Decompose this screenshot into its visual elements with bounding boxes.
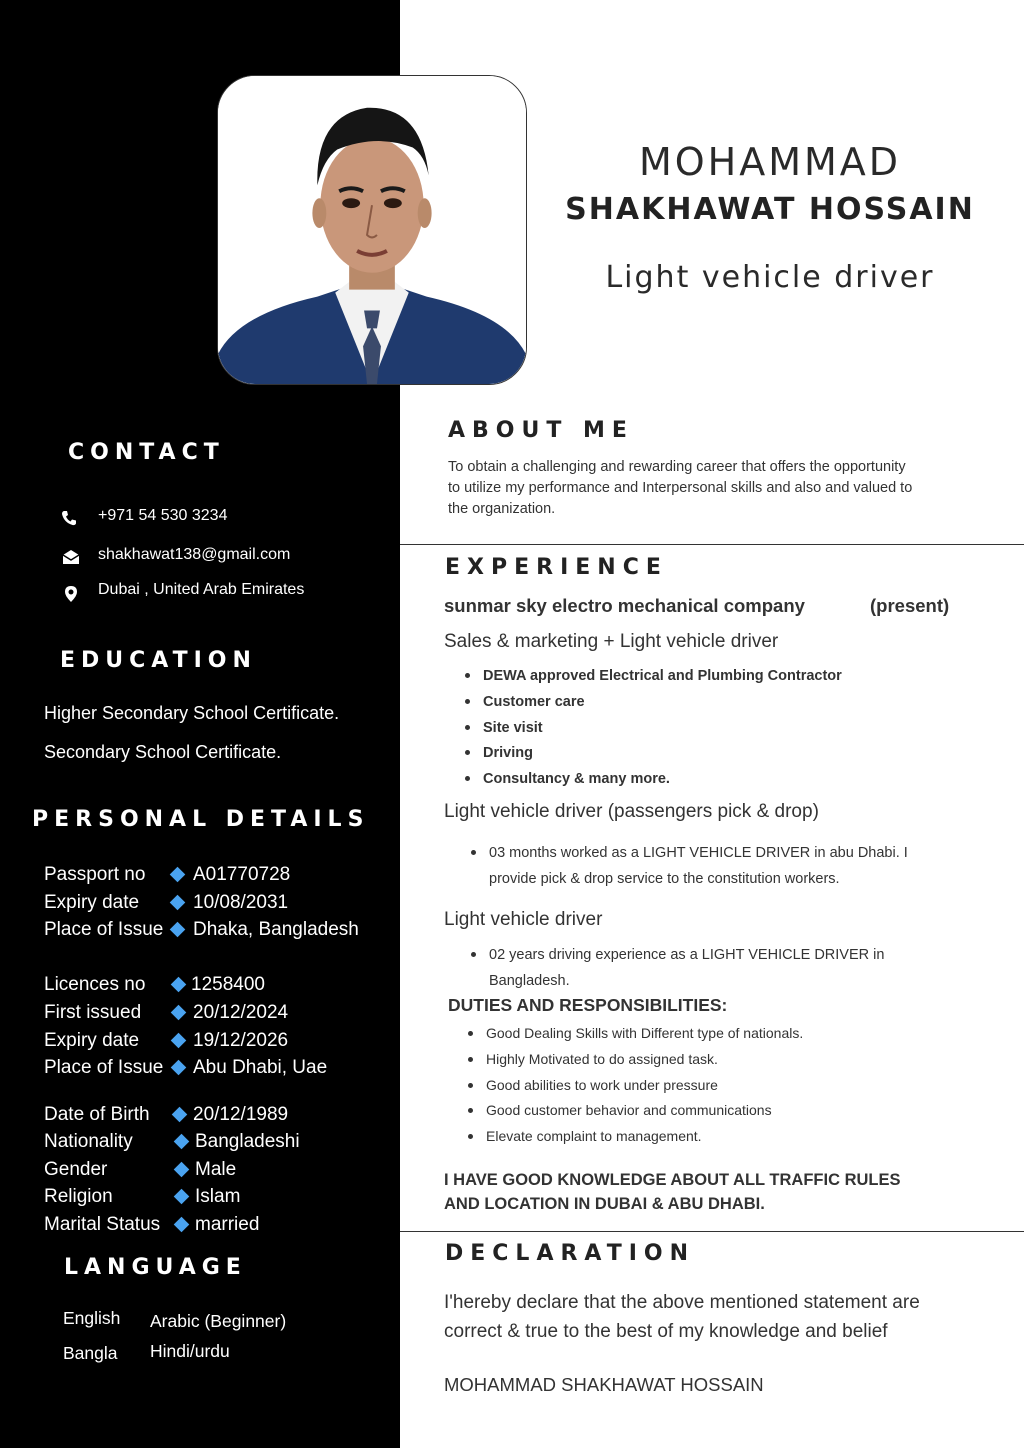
detail-value: married — [195, 1214, 260, 1235]
list-item: Highly Motivated to do assigned task. — [466, 1048, 803, 1074]
list-item: DEWA approved Electrical and Plumbing Contractor — [463, 665, 842, 691]
declaration-heading: DECLARATION — [445, 1241, 696, 1266]
detail-label: First issued — [44, 1002, 142, 1023]
knowledge-line: AND LOCATION IN DUBAI & ABU DHABI. — [444, 1195, 765, 1213]
section-divider — [400, 1231, 1024, 1232]
list-item: Elevate complaint to management. — [466, 1125, 803, 1151]
list-item: Good customer behavior and communications — [466, 1099, 803, 1125]
duties-list — [466, 1022, 803, 1151]
list-item: 02 years driving experience as a LIGHT VEHICLE DRIVER in Bangladesh. — [469, 942, 939, 994]
role-title: Light vehicle driver (passengers pick & drop) — [444, 801, 819, 822]
detail-label: Gender — [44, 1159, 108, 1180]
knowledge-statement — [444, 1168, 901, 1216]
language-item: Arabic (Beginner) — [150, 1311, 287, 1331]
role-task-list — [469, 840, 939, 892]
about-heading: ABOUT ME — [448, 418, 634, 443]
detail-label: Passport no — [44, 864, 146, 885]
list-item: Consultancy & many more. — [463, 768, 842, 794]
detail-value: 1258400 — [191, 974, 265, 995]
list-item: Good abilities to work under pressure — [466, 1074, 803, 1100]
about-line: to utilize my performance and Interpersonal skills and also and valued to — [448, 480, 913, 496]
language-item: Hindi/urdu — [150, 1341, 230, 1361]
about-text — [448, 457, 968, 520]
detail-label: Expiry date — [44, 1030, 140, 1051]
duties-heading: DUTIES AND RESPONSIBILITIES: — [448, 995, 728, 1015]
job-title: Light vehicle driver — [605, 260, 935, 295]
detail-label: Licences no — [44, 974, 146, 995]
detail-label: Nationality — [44, 1131, 133, 1152]
list-item: 03 months worked as a LIGHT VEHICLE DRIVER in abu Dhabi. I provide pick & drop service to the constitution workers. — [469, 840, 939, 892]
role-task-list — [463, 665, 842, 794]
list-item: Site visit — [463, 717, 842, 743]
list-item: Driving — [463, 742, 842, 768]
mail-icon — [62, 548, 80, 566]
location-pin-icon — [62, 585, 80, 603]
declaration-text — [444, 1288, 920, 1346]
education-item: Secondary School Certificate. — [44, 742, 282, 762]
detail-label: Religion — [44, 1186, 113, 1207]
education-heading: EDUCATION — [60, 648, 257, 673]
company-status: (present) — [870, 595, 950, 616]
declaration-line: correct & true to the best of my knowledge and belief — [444, 1321, 888, 1342]
detail-value: Bangladeshi — [195, 1131, 300, 1152]
detail-value: Abu Dhabi, Uae — [193, 1057, 328, 1078]
detail-label: Place of Issue — [44, 1057, 164, 1078]
detail-label: Date of Birth — [44, 1104, 150, 1125]
detail-value: Dhaka, Bangladesh — [193, 919, 359, 940]
first-name: MOHAMMAD — [638, 140, 902, 184]
role-title: Light vehicle driver — [444, 909, 603, 930]
detail-label: Marital Status — [44, 1214, 161, 1235]
education-item: Higher Secondary School Certificate. — [44, 703, 340, 723]
declaration-line: I'hereby declare that the above mentioned statement are — [444, 1292, 920, 1313]
detail-value: Islam — [195, 1186, 241, 1207]
knowledge-line: I HAVE GOOD KNOWLEDGE ABOUT ALL TRAFFIC RULES — [444, 1171, 901, 1189]
section-divider — [400, 544, 1024, 545]
company-name: sunmar sky electro mechanical company — [444, 595, 805, 616]
last-name: SHAKHAWAT HOSSAIN — [565, 192, 975, 227]
language-item: English — [63, 1308, 121, 1328]
phone-icon — [60, 509, 78, 527]
role-title: Sales & marketing + Light vehicle driver — [444, 631, 779, 652]
detail-value: 10/08/2031 — [193, 892, 289, 913]
detail-value: Male — [195, 1159, 237, 1180]
list-item: Good Dealing Skills with Different type of nationals. — [466, 1022, 803, 1048]
experience-heading: EXPERIENCE — [445, 555, 668, 580]
signature-name: MOHAMMAD SHAKHAWAT HOSSAIN — [444, 1374, 764, 1395]
detail-label: Expiry date — [44, 892, 140, 913]
language-item: Bangla — [63, 1343, 118, 1363]
detail-value: 20/12/2024 — [193, 1002, 289, 1023]
detail-value: A01770728 — [193, 864, 291, 885]
contact-email[interactable]: shakhawat138@gmail.com — [98, 546, 291, 563]
profile-photo — [217, 75, 527, 385]
contact-heading: CONTACT — [68, 440, 225, 465]
personal-details-heading: PERSONAL DETAILS — [32, 807, 370, 832]
role-task-list — [469, 942, 939, 994]
detail-label: Place of Issue — [44, 919, 164, 940]
list-item: Customer care — [463, 691, 842, 717]
contact-location: Dubai , United Arab Emirates — [98, 581, 305, 598]
about-line: To obtain a challenging and rewarding career that offers the opportunity — [448, 459, 906, 475]
profile-photo-illustration — [218, 76, 526, 384]
detail-value: 20/12/1989 — [193, 1104, 289, 1125]
language-heading: LANGUAGE — [64, 1255, 247, 1280]
contact-phone[interactable]: +971 54 530 3234 — [98, 507, 228, 524]
about-line: the organization. — [448, 501, 556, 517]
detail-value: 19/12/2026 — [193, 1030, 289, 1051]
